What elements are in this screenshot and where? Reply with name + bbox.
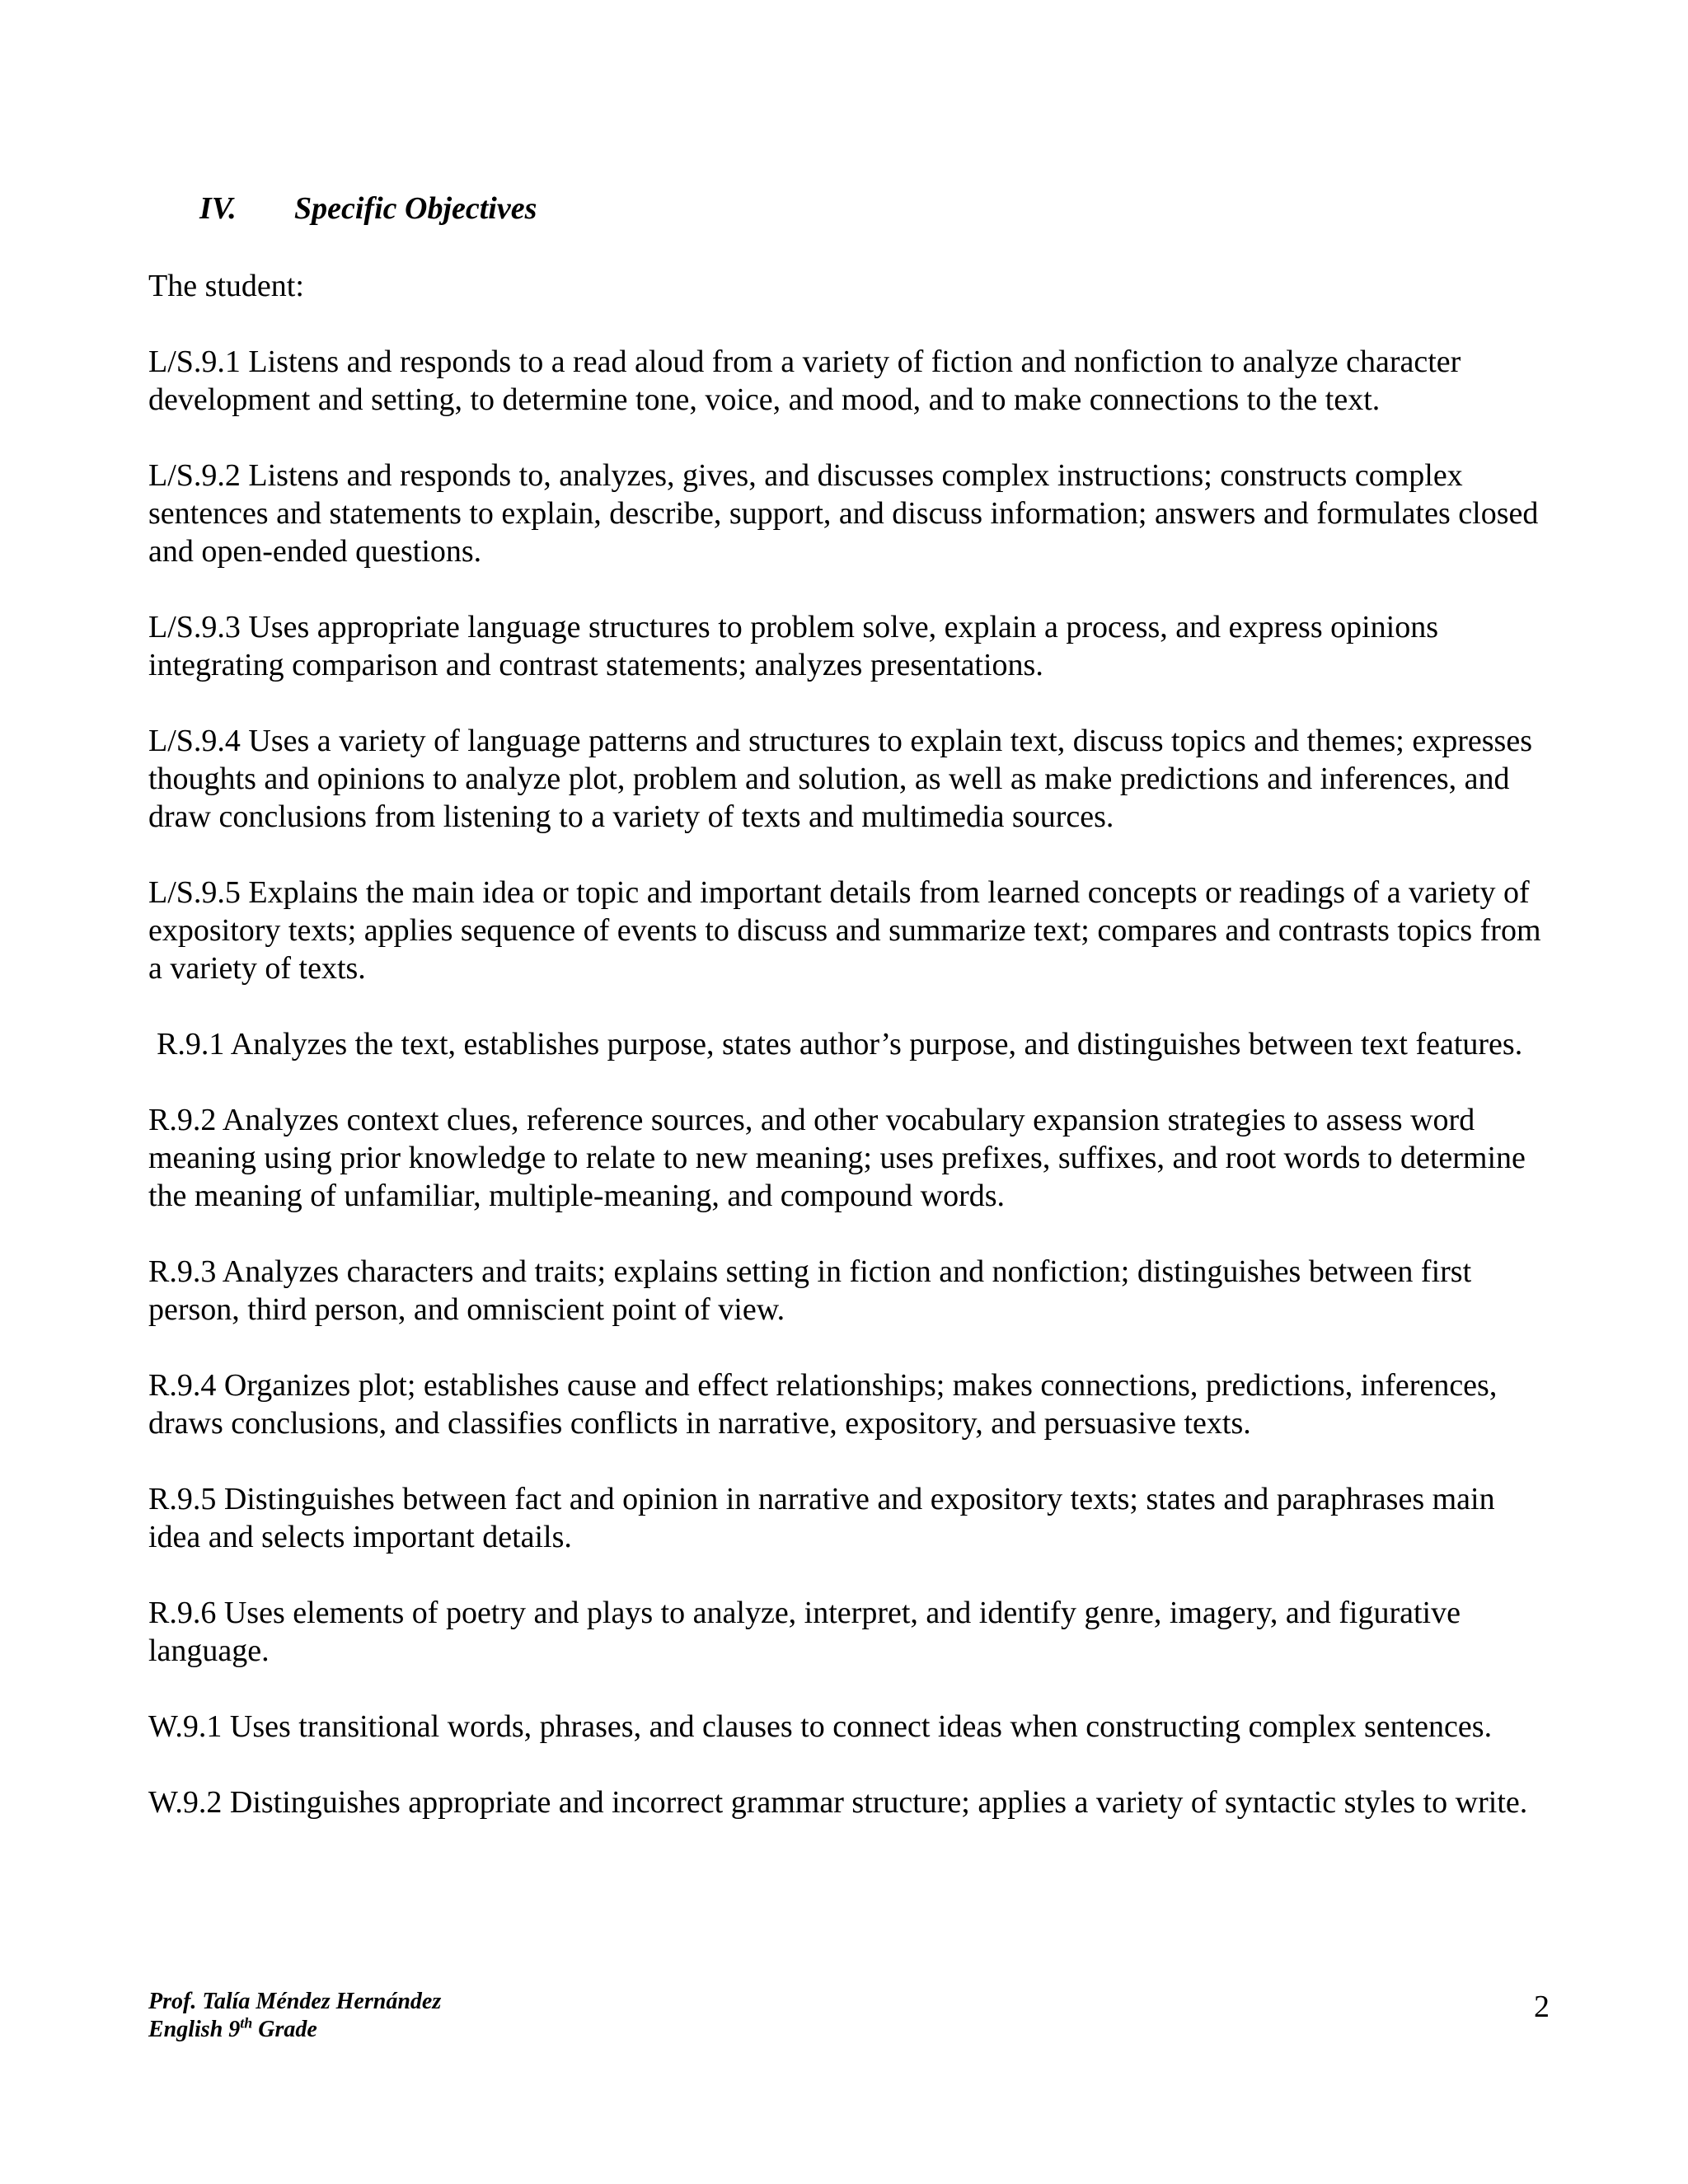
footer-author: Prof. Talía Méndez Hernández xyxy=(148,1989,442,2014)
objective-w-9-2: W.9.2 Distinguishes appropriate and incorrect grammar structure; applies a variety of syntactic styles to write. xyxy=(148,1785,1528,1820)
objective-ls-9-1: L/S.9.1 Listens and responds to a read aloud from a variety of fiction and nonfiction to analyze character development and setting, to determine tone, voice, and mood, and to make connections to the text. xyxy=(148,344,1461,417)
page-content xyxy=(148,190,1550,1859)
objective-w-9-1: W.9.1 Uses transitional words, phrases, and clauses to connect ideas when constructing complex sentences. xyxy=(148,1709,1493,1744)
page-footer xyxy=(148,1988,441,2044)
section-title: Specific Objectives xyxy=(294,191,537,226)
section-number: IV. xyxy=(199,191,237,226)
objective-r-9-6: R.9.6 Uses elements of poetry and plays to analyze, interpret, and identify genre, imagery, and figurative language. xyxy=(148,1596,1461,1668)
objective-r-9-2: R.9.2 Analyzes context clues, reference sources, and other vocabulary expansion strategies to assess word meaning using prior knowledge to relate to new meaning; uses prefixes, suffixes, and root words to determine the meaning of unfamiliar, multiple-meaning, and compound words. xyxy=(148,1103,1526,1213)
objective-ls-9-2: L/S.9.2 Listens and responds to, analyzes, gives, and discusses complex instructions; constructs complex sentences and statements to explain, describe, support, and discuss information; answers and formulates closed and open-ended questions. xyxy=(148,458,1539,569)
page-number: 2 xyxy=(1534,1990,1550,2024)
objective-ls-9-3: L/S.9.3 Uses appropriate language structures to problem solve, explain a process, and express opinions integrating comparison and contrast statements; analyzes presentations. xyxy=(148,610,1439,682)
objective-r-9-4: R.9.4 Organizes plot; establishes cause and effect relationships; makes connections, predictions, inferences, draws conclusions, and classifies conflicts in narrative, expository, and persuasive texts. xyxy=(148,1368,1498,1441)
section-heading xyxy=(199,190,1550,227)
footer-course xyxy=(148,2016,441,2044)
objective-r-9-1: R.9.1 Analyzes the text, establishes purpose, states author’s purpose, and distinguishes between text features. xyxy=(157,1027,1523,1062)
footer-course-prefix: English 9 xyxy=(148,2017,241,2042)
objective-r-9-5: R.9.5 Distinguishes between fact and opinion in narrative and expository texts; states and paraphrases main idea and selects important details. xyxy=(148,1482,1495,1554)
objective-ls-9-4: L/S.9.4 Uses a variety of language patterns and structures to explain text, discuss topics and themes; expresses thoughts and opinions to analyze plot, problem and solution, as well as make predictions and inferences, and draw conclusions from listening to a variety of texts and multimedia sources. xyxy=(148,724,1532,834)
objective-r-9-3: R.9.3 Analyzes characters and traits; explains setting in fiction and nonfiction; distinguishes between first person, third person, and omniscient point of view. xyxy=(148,1254,1472,1327)
intro-text: The student: xyxy=(148,269,304,303)
footer-course-superscript: th xyxy=(240,2014,253,2032)
objective-ls-9-5: L/S.9.5 Explains the main idea or topic and important details from learned concepts or readings of a variety of expository texts; applies sequence of events to discuss and summarize text; compares and contrasts topics from a variety of texts. xyxy=(148,875,1541,986)
footer-course-suffix: Grade xyxy=(252,2017,317,2042)
